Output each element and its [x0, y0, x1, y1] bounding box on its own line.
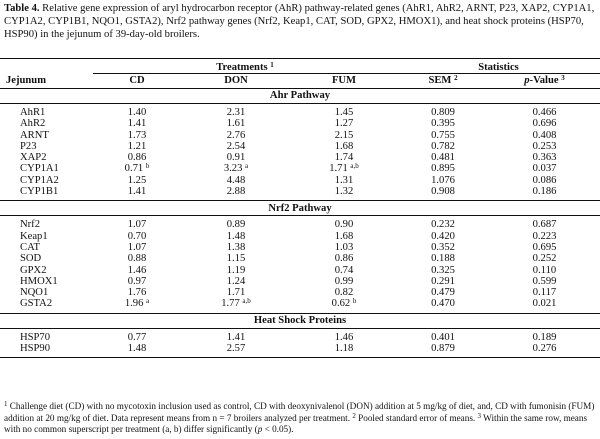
gene-name-cell: NQO1 — [20, 287, 49, 299]
sem-value-cell: 0.352 — [431, 241, 455, 253]
don-value-cell: 1.38 — [226, 241, 246, 253]
sem-value-cell: 0.232 — [431, 219, 455, 231]
gene-name-cell: SOD — [20, 253, 42, 265]
fum-value-cell: 0.86 — [334, 253, 354, 265]
fum-value-cell: 1.74 — [334, 152, 354, 164]
cd-value-cell: 1.41 — [127, 118, 147, 130]
pvalue-cell: 0.223 — [532, 230, 557, 242]
row-label-header: Jejunum — [0, 59, 93, 89]
sem-value-cell: 0.782 — [431, 140, 455, 152]
sem-header: SEM $^2$ — [397, 74, 489, 89]
don-value-cell: 2.31 — [226, 107, 246, 118]
gene-name-cell: CYP1A1 — [20, 163, 59, 175]
pvalue-cell: 0.117 — [532, 287, 557, 299]
cd-value-cell: 1.46 — [127, 264, 147, 276]
sem-value-cell: 0.325 — [431, 264, 455, 276]
fum-header: FUM — [291, 74, 397, 89]
don-value-cell: 2.76 — [226, 129, 246, 141]
cd-value-cell: 1.41 — [127, 186, 147, 198]
cd-value-cell: 0.77 — [127, 331, 147, 343]
table-row — [0, 298, 600, 313]
fum-value-cell: 1.32 — [334, 186, 354, 198]
table-row — [0, 216, 600, 231]
cd-value-cell: 1.25 — [127, 174, 147, 186]
table-row — [0, 253, 600, 264]
pvalue-cell: 0.363 — [532, 152, 557, 164]
fum-value-cell: 1.03 — [334, 241, 354, 253]
table-row — [0, 328, 600, 343]
section-header-row — [0, 313, 600, 328]
fum-value-cell: 1.68 — [334, 140, 354, 152]
pvalue-cell: 0.696 — [532, 118, 557, 130]
sem-value-cell: 0.401 — [431, 331, 455, 343]
cd-value-cell: 0.70 — [127, 230, 147, 242]
don-value-cell: 3.23 $^a$ — [223, 162, 249, 175]
caption-text: Relative gene expression of aryl hydrocarbon receptor (AhR) pathway-related genes (AhR1, AhR2, ARNT, P23, XAP2, CYP1A1, CYP1A2, CYP1B1, NQO1, GSTA2), Nrf2 pathway genes (Nrf2, Keap1, CAT, SOD, GPX2, HMOX1), and heat shock proteins (HSP70, HSP90) in the jejunum of 39-day-old broilers. — [4, 3, 595, 41]
sem-value-cell: 1.076 — [431, 174, 455, 186]
sem-value-cell: 0.895 — [431, 163, 455, 175]
pvalue-cell: 0.252 — [532, 253, 557, 265]
don-value-cell: 1.71 — [226, 287, 246, 299]
sem-value-cell: 0.470 — [431, 298, 455, 310]
section-title: Ahr Pathway — [0, 89, 600, 104]
fum-value-cell: 0.62 $^b$ — [331, 297, 357, 310]
table-row — [0, 152, 600, 163]
don-value-cell: 1.15 — [226, 253, 246, 265]
gene-name-cell: CYP1B1 — [20, 186, 59, 198]
treatments-header: Treatments $^1$ — [93, 59, 397, 74]
cd-value-cell: 1.96 $^a$ — [124, 297, 150, 310]
gene-name-cell: XAP2 — [20, 152, 47, 164]
gene-expression-table — [0, 58, 600, 358]
sem-value-cell: 0.908 — [431, 186, 455, 198]
gene-name-cell: GPX2 — [20, 264, 47, 276]
don-value-cell: 1.77 $^{a,b}$ — [221, 297, 251, 310]
gene-name-cell: CYP1A2 — [20, 174, 59, 186]
sem-value-cell: 0.479 — [431, 287, 455, 299]
fum-value-cell: 1.68 — [334, 230, 354, 242]
cd-value-cell: 0.71 $^b$ — [124, 162, 150, 175]
table-row — [0, 141, 600, 152]
section-header-row — [0, 89, 600, 104]
don-value-cell: 0.89 — [226, 219, 246, 231]
don-value-cell: 2.54 — [226, 140, 246, 152]
pvalue-cell: 0.687 — [532, 219, 557, 231]
cd-header: CD — [93, 74, 181, 89]
sem-value-cell: 0.481 — [431, 152, 455, 164]
gene-name-cell: HMOX1 — [20, 275, 58, 287]
sem-value-cell: 0.395 — [431, 118, 455, 130]
fum-value-cell: 0.90 — [334, 219, 354, 231]
table-row — [0, 231, 600, 242]
don-value-cell: 2.88 — [226, 186, 246, 198]
table-row — [0, 175, 600, 186]
cd-value-cell: 1.73 — [127, 129, 147, 141]
cd-value-cell: 1.07 — [127, 219, 147, 231]
fum-value-cell: 1.46 — [334, 331, 354, 343]
table-row — [0, 118, 600, 129]
statistics-header: Statistics — [397, 59, 600, 74]
table-row — [0, 287, 600, 298]
cd-value-cell: 1.40 — [127, 107, 147, 118]
gene-name-cell: AhR2 — [20, 118, 46, 130]
gene-name-cell: GSTA2 — [20, 298, 53, 310]
fum-value-cell: 1.18 — [291, 343, 397, 358]
pvalue-cell: 0.189 — [532, 331, 557, 343]
pvalue-cell: 0.037 — [532, 163, 557, 175]
gene-name-cell: HSP90 — [0, 343, 93, 358]
table-row — [0, 265, 600, 276]
pvalue-cell: 0.599 — [532, 275, 557, 287]
pvalue-cell: 0.466 — [532, 107, 557, 118]
table-row — [0, 343, 600, 358]
fum-value-cell: 0.82 — [334, 287, 354, 299]
section-title: Nrf2 Pathway — [0, 201, 600, 216]
sem-value-cell: 0.420 — [431, 230, 455, 242]
don-value-cell: 1.41 — [226, 331, 246, 343]
fum-value-cell: 0.99 — [334, 275, 354, 287]
fum-value-cell: 1.27 — [334, 118, 354, 130]
table-caption — [4, 2, 596, 42]
don-value-cell: 1.24 — [226, 275, 246, 287]
don-value-cell: 2.57 — [181, 343, 291, 358]
pvalue-cell: 0.253 — [532, 140, 557, 152]
gene-name-cell: Nrf2 — [20, 219, 41, 231]
sem-value-cell: 0.188 — [431, 253, 455, 265]
fum-value-cell: 1.71 $^{a,b}$ — [329, 162, 359, 175]
don-value-cell: 4.48 — [226, 174, 246, 186]
gene-name-cell: Keap1 — [20, 230, 48, 242]
pvalue-header: p-Value $^3$ — [489, 74, 600, 89]
don-value-cell: 1.61 — [226, 118, 246, 130]
don-value-cell: 1.48 — [226, 230, 246, 242]
section-header-row — [0, 201, 600, 216]
sem-value-cell: 0.755 — [431, 129, 455, 141]
cd-value-cell: 1.76 — [127, 287, 147, 299]
pvalue-cell: 0.695 — [532, 241, 557, 253]
sem-value-cell: 0.809 — [431, 107, 455, 118]
table-row — [0, 276, 600, 287]
gene-name-cell: P23 — [20, 140, 37, 152]
table-footnotes: $^1$ Challenge diet (CD) with no mycotoxin inclusion used as control, CD with deoxynivalenol (DON) addition at 5 mg/kg of diet, and, CD with fumonisin (FUM) addition at 20 mg/kg of diet. Data represent means from n = 7 broilers analyzed per treatment. $^2$ Pooled standard error of means. $^3$ Within the same row, means with no common superscript per treatment (a, b) differ significantly (p < 0.05). — [4, 400, 595, 434]
pvalue-cell: 0.408 — [532, 129, 557, 141]
table-row — [0, 242, 600, 253]
fum-value-cell: 2.15 — [334, 129, 354, 141]
table-row — [0, 163, 600, 174]
fum-value-cell: 0.74 — [334, 264, 354, 276]
fum-value-cell: 1.31 — [334, 174, 354, 186]
don-header: DON — [181, 74, 291, 89]
sem-value-cell: 0.291 — [431, 275, 455, 287]
gene-name-cell: HSP70 — [20, 331, 51, 343]
cd-value-cell: 0.97 — [127, 275, 147, 287]
caption-label: Table 4. — [4, 3, 40, 14]
cd-value-cell: 0.88 — [127, 253, 147, 265]
gene-name-cell: CAT — [20, 241, 41, 253]
sem-value-cell: 0.879 — [397, 343, 489, 358]
pvalue-cell: 0.110 — [532, 264, 557, 276]
fum-value-cell: 1.45 — [334, 107, 354, 118]
table-row — [0, 104, 600, 119]
pvalue-cell: 0.276 — [489, 343, 600, 358]
gene-name-cell: AhR1 — [20, 107, 46, 118]
don-value-cell: 1.19 — [226, 264, 246, 276]
pvalue-cell: 0.021 — [532, 298, 557, 310]
gene-name-cell: ARNT — [20, 129, 49, 141]
cd-value-cell: 1.07 — [127, 241, 147, 253]
pvalue-cell: 0.086 — [532, 174, 557, 186]
don-value-cell: 0.91 — [226, 152, 246, 164]
table-row — [0, 186, 600, 201]
cd-value-cell: 0.86 — [127, 152, 147, 164]
pvalue-cell: 0.186 — [532, 186, 557, 198]
cd-value-cell: 1.21 — [127, 140, 147, 152]
section-title: Heat Shock Proteins — [0, 313, 600, 328]
table-row — [0, 130, 600, 141]
cd-value-cell: 1.48 — [93, 343, 181, 358]
header-row-top — [0, 59, 600, 74]
